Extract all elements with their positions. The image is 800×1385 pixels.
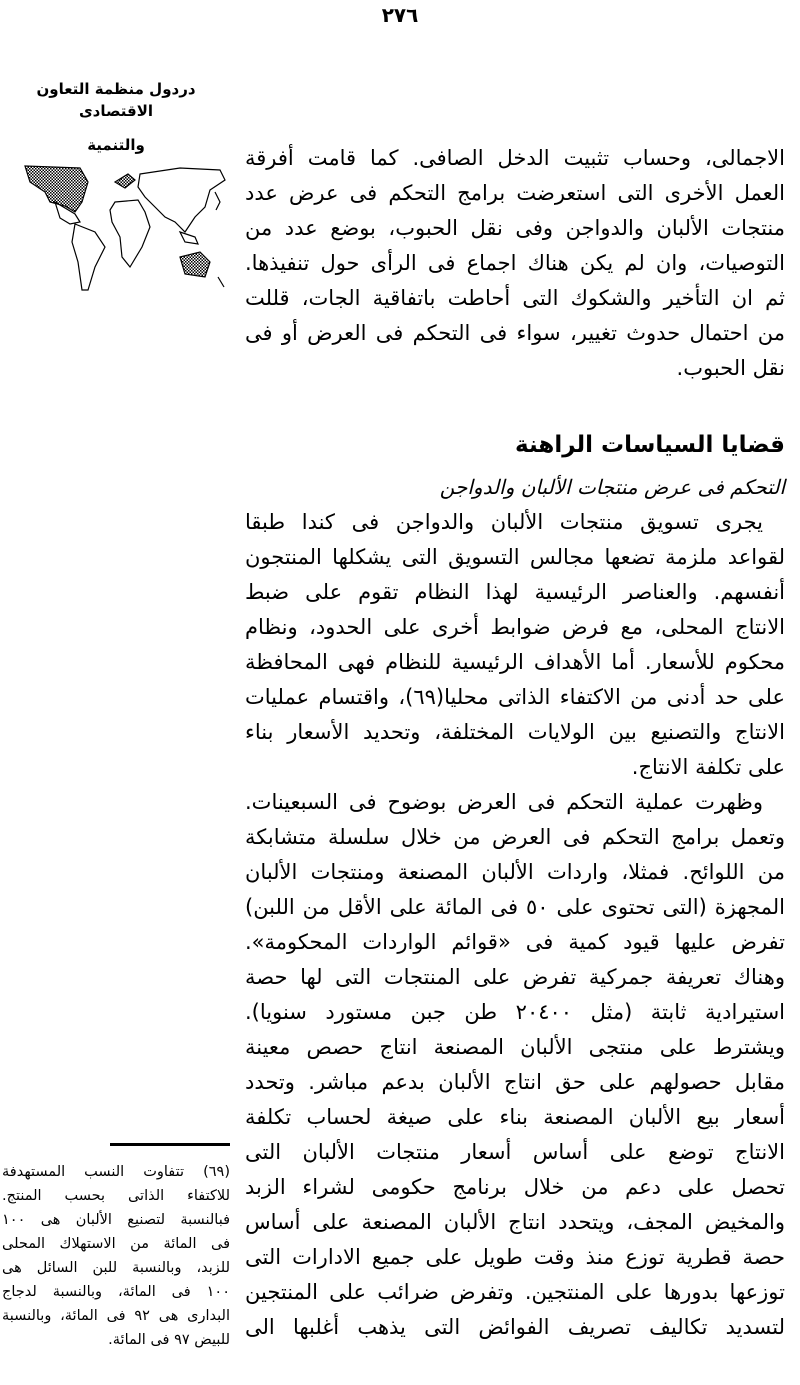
paragraph-3 bbox=[245, 785, 785, 1345]
text-line: المجهزة (التى تحتوى على ٥٠ فى المائة على الأقل من اللبن) bbox=[245, 895, 785, 919]
footnote-line: للاكتفاء الذاتى بحسب المنتج. bbox=[2, 1188, 230, 1204]
footnote-line: فى المائة من الاستهلاك المحلى bbox=[2, 1236, 230, 1252]
section-subheading: التحكم فى عرض منتجات الألبان والدواجن bbox=[439, 475, 785, 499]
text-line: ويشترط على منتجى الألبان المصنعة انتاج حصص معينة bbox=[245, 1035, 785, 1059]
text-line: محكوم للأسعار. أما الأهداف الرئيسية للنظام فهى المحافظة bbox=[245, 650, 785, 674]
page-number: ٢٧٦ bbox=[381, 3, 419, 27]
text-line: أسعار بيع الألبان المصنعة بناء على صيغة لحساب تكلفة bbox=[245, 1105, 785, 1129]
text-line: من احتمال حدوث تغيير، سواء فى التحكم فى العرض أو فى bbox=[245, 321, 785, 345]
text-line: على حد أدنى من الاكتفاء الذاتى محليا(٦٩)، واقتسام عمليات bbox=[245, 685, 786, 709]
text-line: والمخيض المجف، ويتحدد انتاج الألبان المصنعة على أساس bbox=[245, 1210, 785, 1234]
text-line: وهناك تعريفة جمركية تفرض على المنتجات التى لها حصة bbox=[245, 965, 785, 989]
footnote-line: للبيض ٩٧ فى المائة. bbox=[108, 1332, 230, 1348]
sidebar-caption-line-1: دردول منظمة التعاون الاقتصادى bbox=[36, 80, 196, 120]
text-line: منتجات الألبان والدواجن وفى نقل الحبوب، بوضع عدد من bbox=[245, 216, 785, 240]
footnote-line: للزبد، وبالنسبة للبن السائل هى bbox=[2, 1260, 230, 1276]
text-line: تفرض عليها قيود كمية فى «قوائم الواردات المحكومة». bbox=[245, 930, 785, 954]
text-line: العمل الأخرى التى استعرضت برامج التحكم فى عرض عدد bbox=[245, 181, 785, 205]
text-line: تحصل على دعم من خلال برنامج حكومى لشراء الزبد bbox=[245, 1175, 785, 1199]
paragraph-2 bbox=[245, 505, 785, 785]
text-line: أنفسهم. والعناصر الرئيسية لهذا النظام تقوم على ضبط bbox=[245, 580, 785, 604]
main-column bbox=[245, 141, 785, 1345]
text-line: الانتاج توضع على أساس أسعار منتجات الألبان التى bbox=[245, 1140, 785, 1164]
text-line: الانتاج المحلى، مع فرض ضوابط أخرى على الحدود، ونظام bbox=[245, 615, 785, 639]
text-line: الاجمالى، وحساب تثبيت الدخل الصافى. كما قامت أفرقة bbox=[245, 146, 785, 170]
footnote-line: فبالنسبة لتصنيع الألبان هى ١٠٠ bbox=[2, 1212, 230, 1228]
text-line: حصة قطرية توزع منذ وقت طويل على جميع الادارات التى bbox=[245, 1245, 785, 1269]
sidebar bbox=[0, 78, 232, 292]
section-heading: قضايا السياسات الراهنة bbox=[515, 432, 785, 458]
text-line: وظهرت عملية التحكم فى العرض بوضوح فى السبعينات. bbox=[245, 790, 763, 814]
text-line: التوصيات، وان لم يكن هناك اجماع فى الرأى حول تنفيذها. bbox=[245, 251, 785, 275]
footnote-line: البدارى هى ٩٢ فى المائة، وبالنسبة bbox=[2, 1308, 230, 1324]
text-line: على تكلفة الانتاج. bbox=[631, 755, 785, 779]
footnote bbox=[2, 1160, 230, 1352]
footnote-line: (٦٩) تتفاوت النسب المستهدفة bbox=[2, 1164, 230, 1180]
footnote-line: ١٠٠ فى المائة، وبالنسبة لدجاج bbox=[2, 1284, 230, 1300]
text-line: لقواعد ملزمة تضعها مجالس التسويق التى يشكلها المنتجون bbox=[245, 545, 785, 569]
text-line: من اللوائح. فمثلا، واردات الألبان المصنعة ومنتجات الألبان bbox=[245, 860, 785, 884]
text-line: ثم ان التأخير والشكوك التى أحاطت باتفاقية الجات، قللت bbox=[245, 286, 785, 310]
text-line: وتعمل برامج التحكم فى العرض من خلال سلسلة متشابكة bbox=[245, 825, 785, 849]
text-line: نقل الحبوب. bbox=[676, 356, 785, 380]
world-map-icon bbox=[20, 162, 232, 292]
text-line: مقابل حصولهم على حق انتاج الألبان بدعم مباشر. وتحدد bbox=[245, 1070, 785, 1094]
sidebar-caption-line-2: والتنمية bbox=[87, 136, 145, 154]
text-line: لتسديد تكاليف تصريف الفوائض التى يذهب أغلبها الى bbox=[245, 1315, 785, 1339]
text-line: الانتاج والتصنيع بين الولايات المختلفة، وتحديد الأسعار بناء bbox=[245, 720, 785, 744]
paragraph-1 bbox=[245, 141, 785, 386]
text-line: يجرى تسويق منتجات الألبان والدواجن فى كندا طبقا bbox=[245, 510, 763, 534]
text-line: توزعها بدورها على المنتجين. وتفرض ضرائب على المنتجين bbox=[245, 1280, 785, 1304]
footnote-divider bbox=[110, 1143, 230, 1146]
text-line: استيرادية ثابتة (مثل ٢٠٤٠٠ طن جبن مستورد سنويا). bbox=[245, 1000, 786, 1024]
